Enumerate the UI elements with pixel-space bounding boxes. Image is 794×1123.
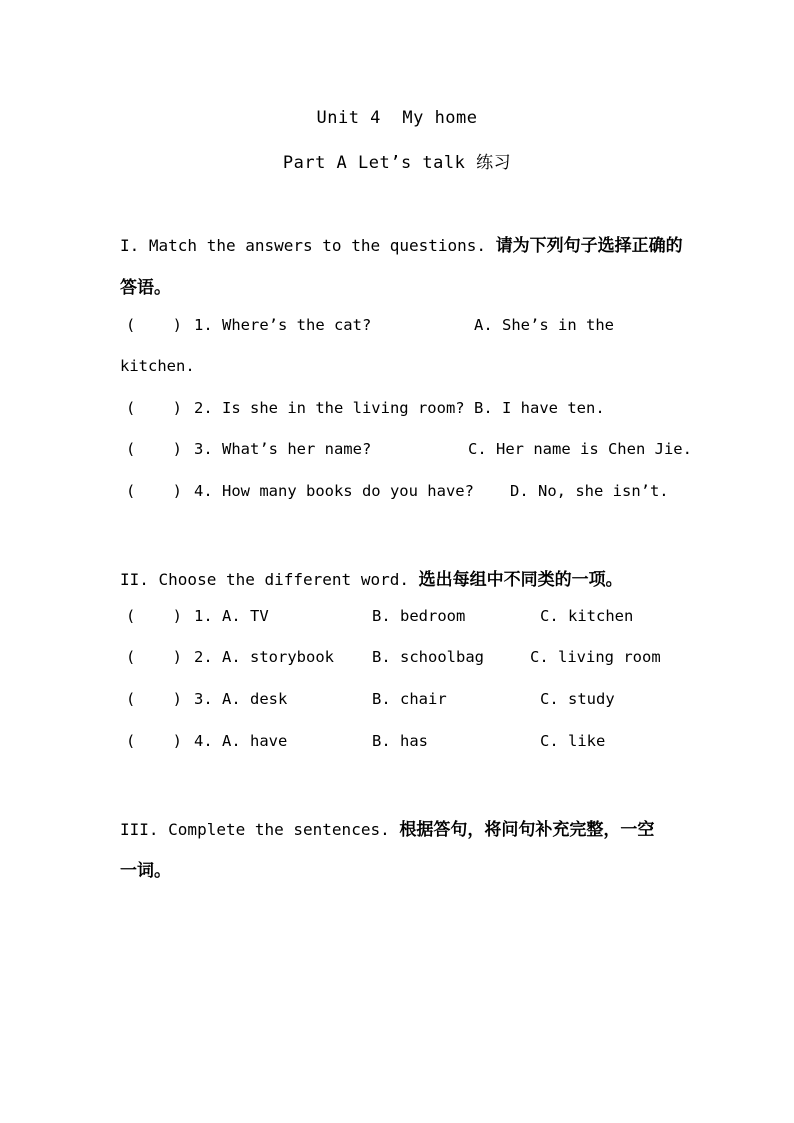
answer-bracket[interactable]: ( ) <box>126 648 182 666</box>
section3-heading-en: III. Complete the sentences. <box>120 820 390 839</box>
section1-heading <box>120 231 683 256</box>
option-c: C. living room <box>530 648 661 666</box>
answer-bracket[interactable]: ( ) <box>126 440 182 458</box>
question-text: 1. Where’s the cat? <box>194 316 372 334</box>
answer-text: B. I have ten. <box>474 399 605 417</box>
section1-heading-cn-cont: 答语。 <box>120 278 171 298</box>
section1-heading-cn: 请为下列句子选择正确的 <box>495 236 683 256</box>
question-text: 4. How many books do you have? <box>194 482 474 500</box>
option-c: C. kitchen <box>540 607 634 625</box>
option-b: B. schoolbag <box>372 648 484 666</box>
answer-bracket[interactable]: ( ) <box>126 482 182 500</box>
option-b: B. chair <box>372 690 447 708</box>
answer-bracket[interactable]: ( ) <box>126 316 182 334</box>
question-text: 2. Is she in the living room? <box>194 399 465 417</box>
option-b: B. bedroom <box>372 607 466 625</box>
section2-heading-cn: 选出每组中不同类的一项。 <box>418 570 623 590</box>
answer-bracket[interactable]: ( ) <box>126 399 182 417</box>
option-a: 3. A. desk <box>194 690 288 708</box>
answer-bracket[interactable]: ( ) <box>126 732 182 750</box>
option-a: 2. A. storybook <box>194 648 334 666</box>
section3-heading-cn: 根据答句，将问句补充完整，一空 <box>399 820 655 840</box>
question-text: 3. What’s her name? <box>194 440 372 458</box>
section2-heading <box>120 565 623 590</box>
section1-heading-en: I. Match the answers to the questions. <box>120 236 487 255</box>
option-a: 4. A. have <box>194 732 288 750</box>
section3-heading <box>120 815 654 840</box>
answer-bracket[interactable]: ( ) <box>126 607 182 625</box>
option-c: C. study <box>540 690 615 708</box>
option-b: B. has <box>372 732 428 750</box>
answer-bracket[interactable]: ( ) <box>126 690 182 708</box>
option-a: 1. A. TV <box>194 607 269 625</box>
section2-heading-en: II. Choose the different word. <box>120 570 409 589</box>
answer-text: A. She’s in the <box>474 316 614 334</box>
answer-text-cont: kitchen. <box>120 357 195 375</box>
option-c: C. like <box>540 732 606 750</box>
section3-heading-cn-cont: 一词。 <box>120 861 171 881</box>
answer-text: C. Her name is Chen Jie. <box>468 440 692 458</box>
unit-title: Unit 4 My home <box>316 108 478 128</box>
part-title: Part A Let’s talk 练习 <box>282 153 512 173</box>
answer-text: D. No, she isn’t. <box>510 482 669 500</box>
